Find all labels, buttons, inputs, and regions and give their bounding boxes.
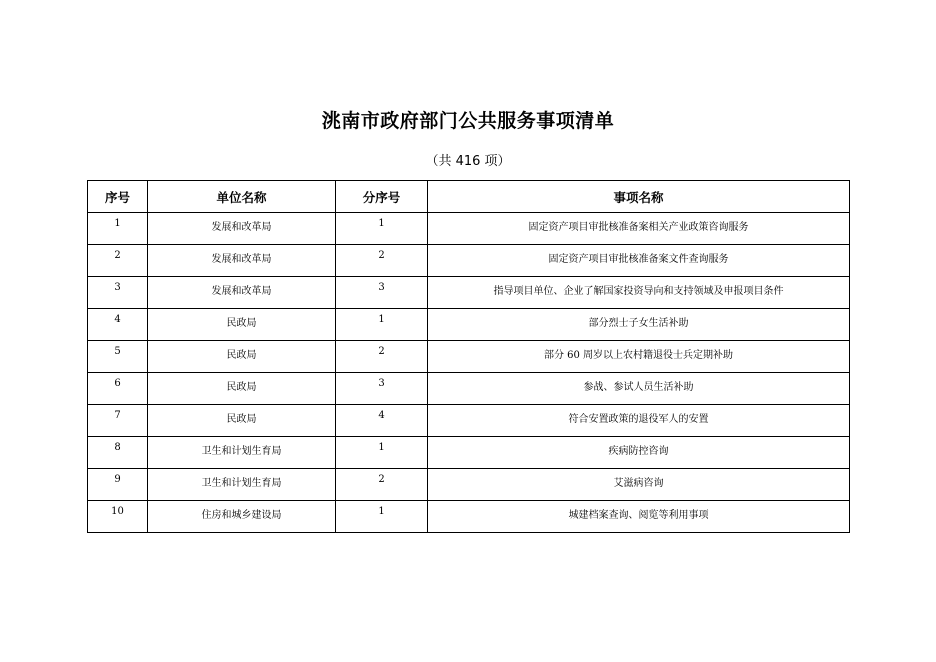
cell-unit-name: 民政局 (148, 309, 336, 341)
cell-unit-name: 民政局 (148, 405, 336, 437)
cell-item-name: 符合安置政策的退役军人的安置 (428, 405, 850, 437)
cell-sub-seq: 1 (336, 309, 428, 341)
cell-item-name: 固定资产项目审批核准备案相关产业政策咨询服务 (428, 213, 850, 245)
table-row (88, 501, 850, 533)
cell-seq: 7 (88, 405, 148, 437)
cell-seq: 3 (88, 277, 148, 309)
cell-unit-name: 卫生和计划生育局 (148, 469, 336, 501)
document-subtitle: （共 416 项） (425, 154, 511, 169)
table-row (88, 373, 850, 405)
cell-item-name: 疾病防控咨询 (428, 437, 850, 469)
cell-item-name: 部分 60 周岁以上农村籍退役士兵定期补助 (428, 341, 850, 373)
cell-item-name: 城建档案查询、阅览等利用事项 (428, 501, 850, 533)
cell-seq: 2 (88, 245, 148, 277)
cell-unit-name: 发展和改革局 (148, 277, 336, 309)
cell-seq: 8 (88, 437, 148, 469)
table-row (88, 309, 850, 341)
cell-unit-name: 民政局 (148, 373, 336, 405)
cell-sub-seq: 2 (336, 469, 428, 501)
table-row (88, 405, 850, 437)
cell-seq: 5 (88, 341, 148, 373)
table-header-row (88, 181, 850, 213)
cell-unit-name: 住房和城乡建设局 (148, 501, 336, 533)
cell-unit-name: 发展和改革局 (148, 245, 336, 277)
table-row (88, 277, 850, 309)
cell-sub-seq: 1 (336, 213, 428, 245)
cell-sub-seq: 3 (336, 373, 428, 405)
cell-item-name: 固定资产项目审批核准备案文件查询服务 (428, 245, 850, 277)
service-items-table (87, 180, 850, 533)
cell-unit-name: 卫生和计划生育局 (148, 437, 336, 469)
cell-seq: 6 (88, 373, 148, 405)
cell-sub-seq: 1 (336, 501, 428, 533)
cell-sub-seq: 2 (336, 341, 428, 373)
header-unit-name: 单位名称 (148, 181, 336, 213)
table-row (88, 469, 850, 501)
cell-sub-seq: 3 (336, 277, 428, 309)
cell-seq: 4 (88, 309, 148, 341)
cell-sub-seq: 4 (336, 405, 428, 437)
header-item-name: 事项名称 (428, 181, 850, 213)
table-row (88, 213, 850, 245)
table-row (88, 341, 850, 373)
document-title: 洮南市政府部门公共服务事项清单 (321, 110, 615, 132)
cell-item-name: 参战、参试人员生活补助 (428, 373, 850, 405)
cell-item-name: 部分烈士子女生活补助 (428, 309, 850, 341)
cell-item-name: 艾滋病咨询 (428, 469, 850, 501)
header-sub-seq: 分序号 (336, 181, 428, 213)
cell-sub-seq: 1 (336, 437, 428, 469)
cell-seq: 1 (88, 213, 148, 245)
table-row (88, 437, 850, 469)
cell-unit-name: 民政局 (148, 341, 336, 373)
cell-seq: 9 (88, 469, 148, 501)
cell-unit-name: 发展和改革局 (148, 213, 336, 245)
cell-sub-seq: 2 (336, 245, 428, 277)
cell-item-name: 指导项目单位、企业了解国家投资导向和支持领域及申报项目条件 (428, 277, 850, 309)
header-seq: 序号 (88, 181, 148, 213)
table-row (88, 245, 850, 277)
cell-seq: 10 (88, 501, 148, 533)
